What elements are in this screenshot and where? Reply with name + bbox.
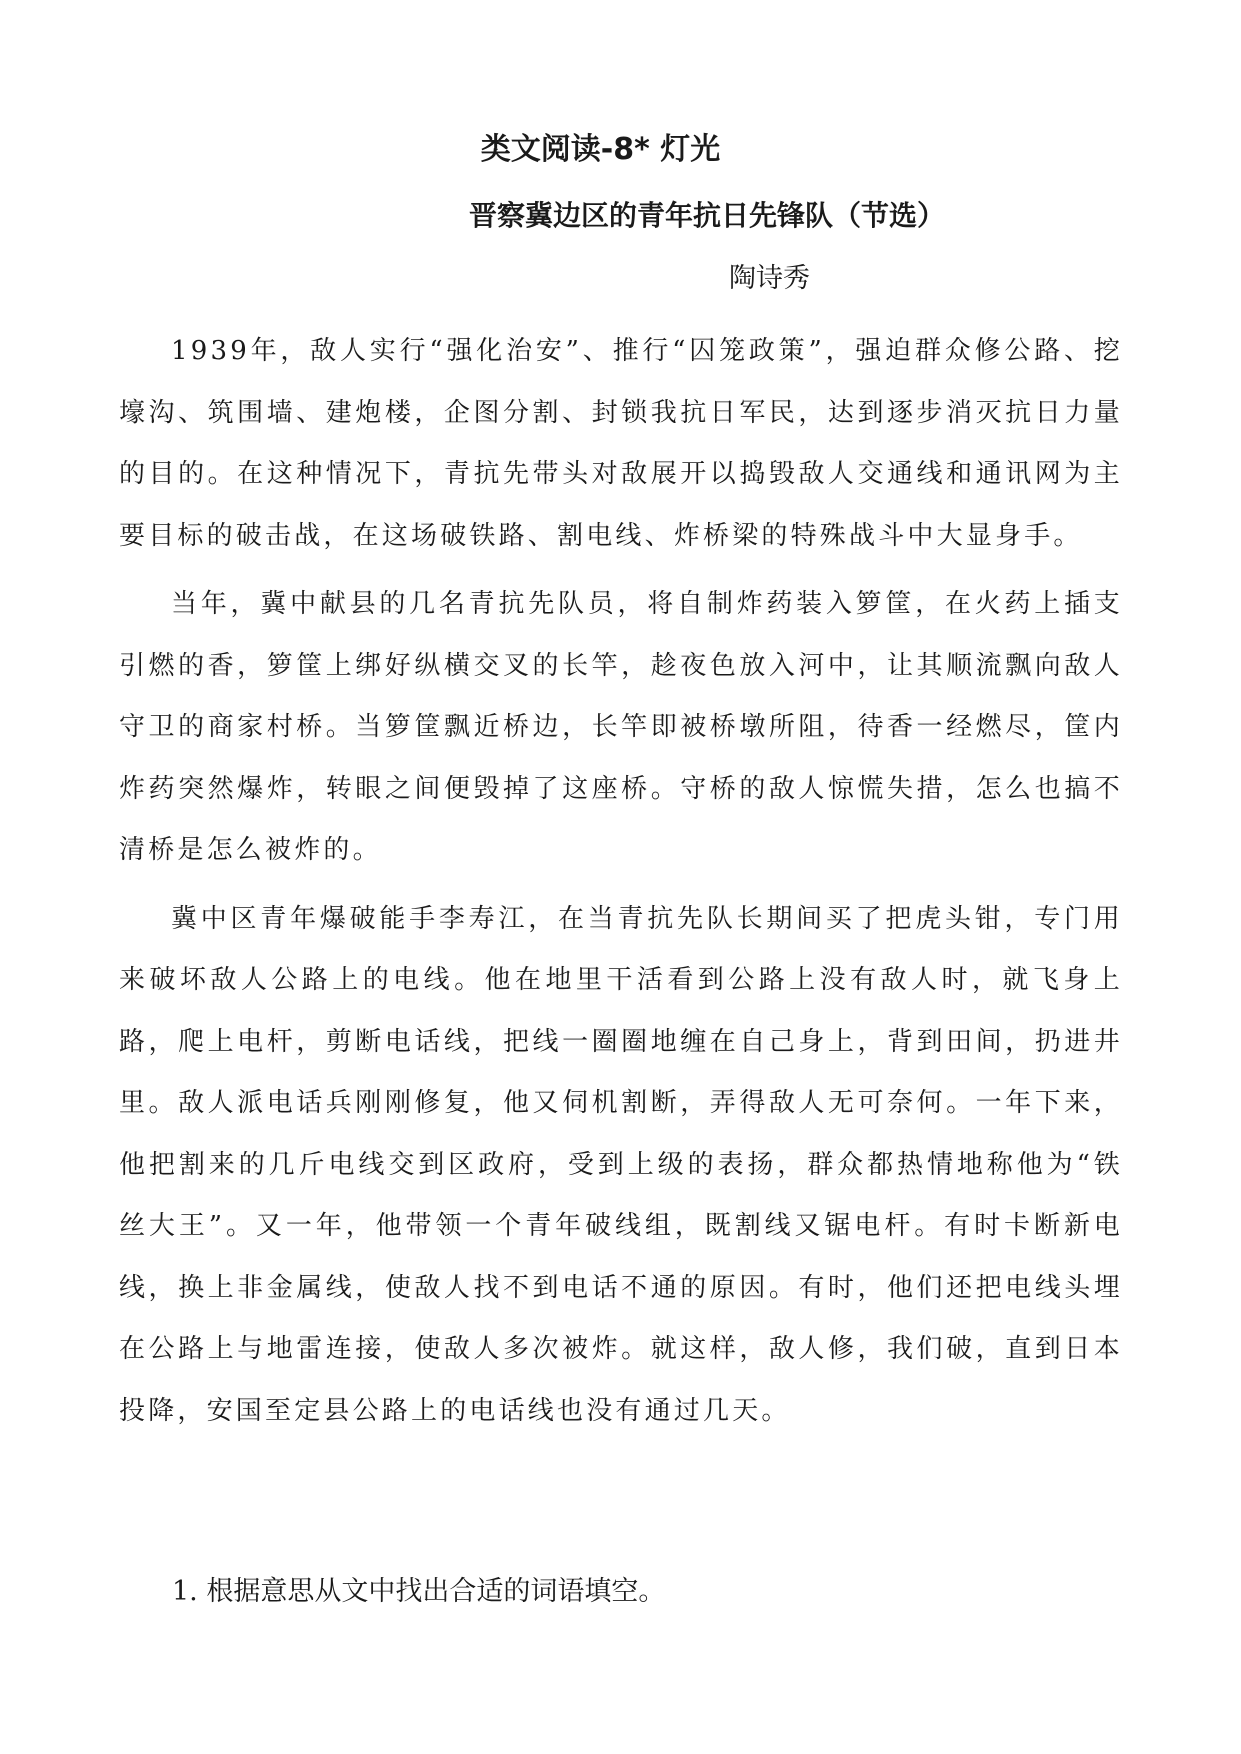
article-author: 陶诗秀 bbox=[729, 263, 810, 294]
question-1: 1. 根据意思从文中找出合适的词语填空。 bbox=[172, 1576, 666, 1607]
paragraph: 1939年，敌人实行“强化治安”、推行“囚笼政策”，强迫群众修公路、挖壕沟、筑围墙、建炮楼，企图分割、封锁我抗日军民，达到逐步消灭抗日力量的目的。在这种情况下，青抗先带头对敌展开以捣毁敌人交通线和通讯网为主要目标的破击战，在这场破铁路、割电线、炸桥梁的特殊战斗中大显身手。 bbox=[119, 336, 1123, 551]
paragraph: 冀中区青年爆破能手李寿江，在当青抗先队长期间买了把虎头钳，专门用来破坏敌人公路上的电线。他在地里干活看到公路上没有敌人时，就飞身上路，爬上电杆，剪断电话线，把线一圈圈地缠在自己身上，背到田间，扔进井里。敌人派电话兵刚刚修复，他又伺机割断，弄得敌人无可奈何。一年下来，他把割来的几斤电线交到区政府，受到上级的表扬，群众都热情地称他为“铁丝大王”。又一年，他带领一个青年破线组，既割线又锯电杆。有时卡断新电线，换上非金属线，使敌人找不到电话不通的原因。有时，他们还把电线头埋在公路上与地雷连接，使敌人多次被炸。就这样，敌人修，我们破，直到日本投降，安国至定县公路上的电话线也没有通过几天。 bbox=[119, 903, 1123, 1426]
article-subtitle: 晋察冀边区的青年抗日先锋队（节选） bbox=[469, 199, 946, 232]
paragraph: 当年，冀中献县的几名青抗先队员，将自制炸药装入箩筐，在火药上插支引燃的香，箩筐上绑好纵横交叉的长竿，趁夜色放入河中，让其顺流飘向敌人守卫的商家村桥。当箩筐飘近桥边，长竿即被桥墩所阻，待香一经燃尽，筐内炸药突然爆炸，转眼之间便毁掉了这座桥。守桥的敌人惊慌失措，怎么也搞不清桥是怎么被炸的。 bbox=[119, 589, 1123, 865]
document-title: 类文阅读-8* 灯光 bbox=[480, 132, 721, 167]
article-body bbox=[119, 321, 1123, 1442]
